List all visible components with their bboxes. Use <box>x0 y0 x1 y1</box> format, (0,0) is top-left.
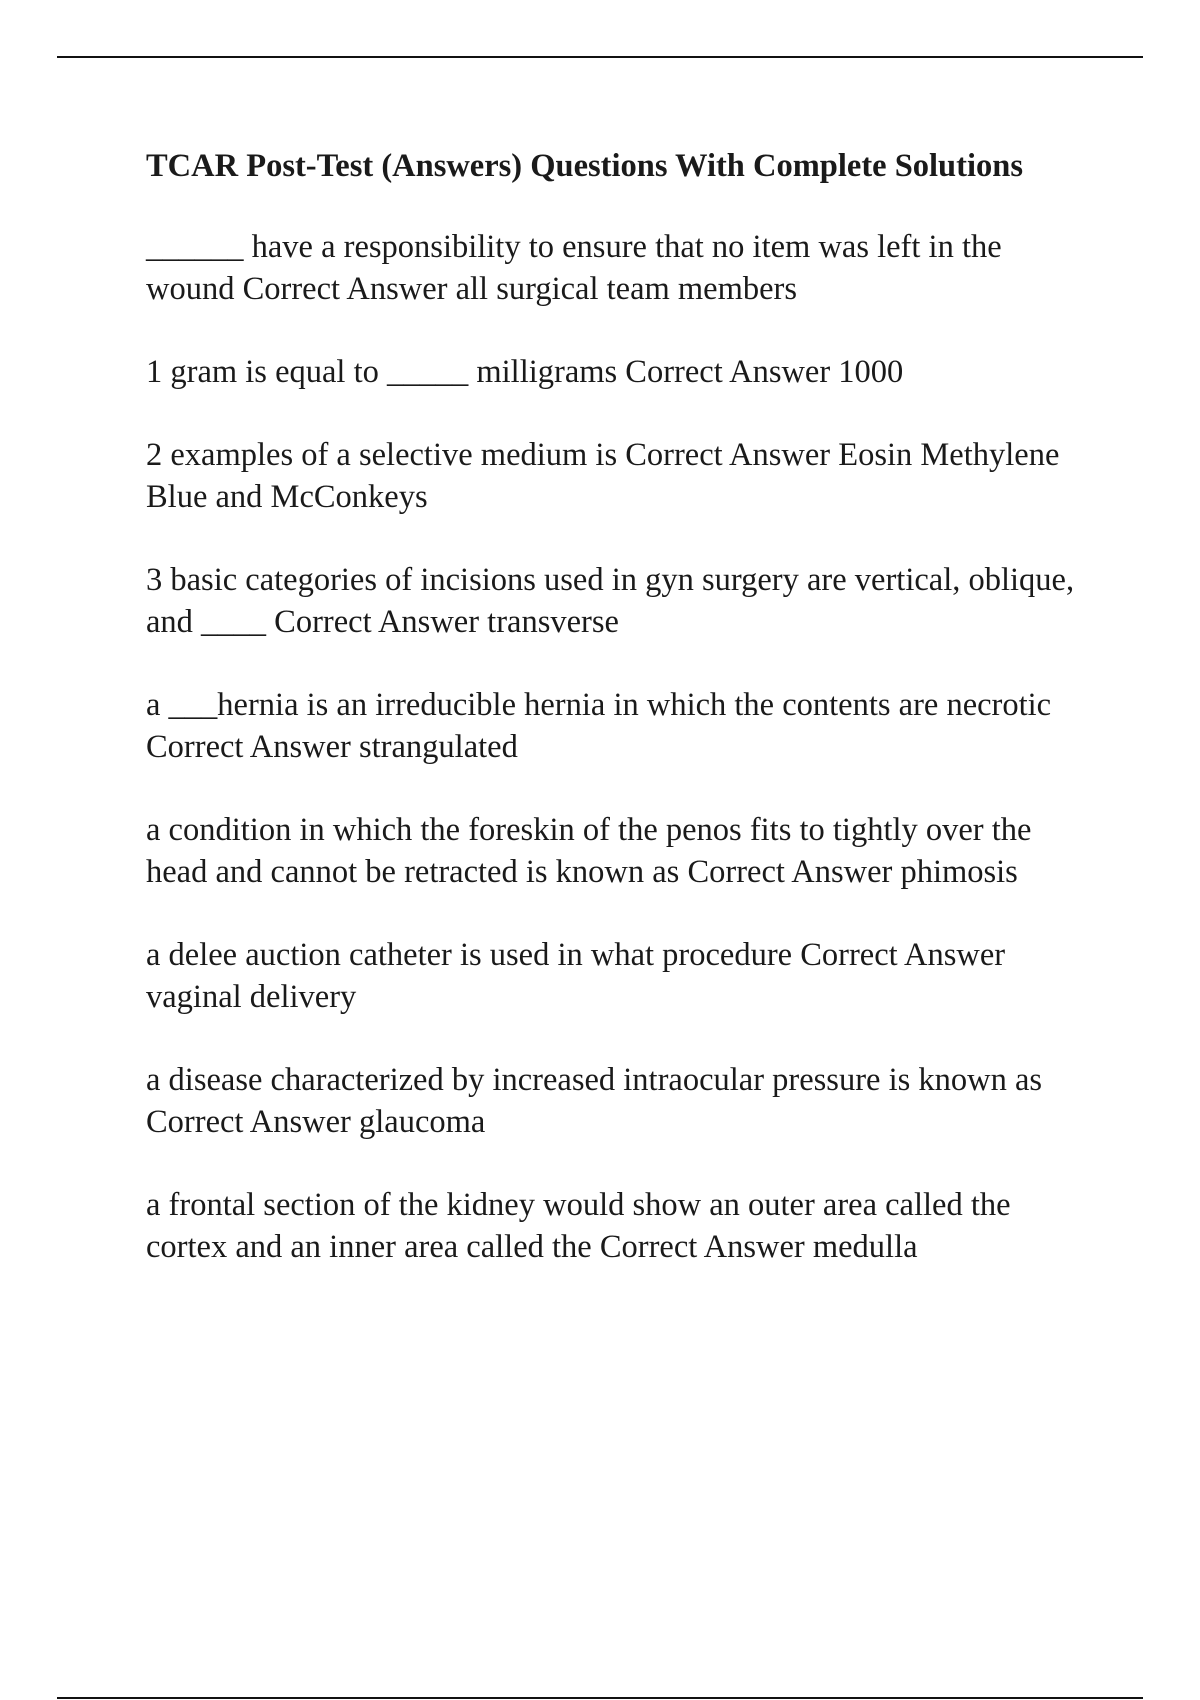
qa-item: a delee auction catheter is used in what procedure Correct Answer vaginal delivery <box>146 937 1006 1015</box>
bottom-divider <box>57 1697 1143 1699</box>
qa-item: 1 gram is equal to _____ milligrams Correct Answer 1000 <box>146 354 904 390</box>
qa-list <box>146 226 1091 1268</box>
top-divider <box>57 56 1143 58</box>
qa-item: a condition in which the foreskin of the penos fits to tightly over the head and cannot be retracted is known as Correct Answer phimosis <box>146 812 1032 890</box>
qa-item: a frontal section of the kidney would show an outer area called the cortex and an inner area called the Correct Answer medulla <box>146 1187 1011 1265</box>
qa-item: 3 basic categories of incisions used in gyn surgery are vertical, oblique, and ____ Correct Answer transverse <box>146 562 1075 640</box>
document-body <box>146 145 1091 1309</box>
document-title: TCAR Post-Test (Answers) Questions With Complete Solutions <box>146 148 1023 184</box>
qa-item: a disease characterized by increased intraocular pressure is known as Correct Answer glaucoma <box>146 1062 1043 1140</box>
qa-item: ______ have a responsibility to ensure that no item was left in the wound Correct Answer all surgical team members <box>146 229 1002 307</box>
qa-item: a ___hernia is an irreducible hernia in which the contents are necrotic Correct Answer strangulated <box>146 687 1052 765</box>
qa-item: 2 examples of a selective medium is Correct Answer Eosin Methylene Blue and McConkeys <box>146 437 1060 515</box>
